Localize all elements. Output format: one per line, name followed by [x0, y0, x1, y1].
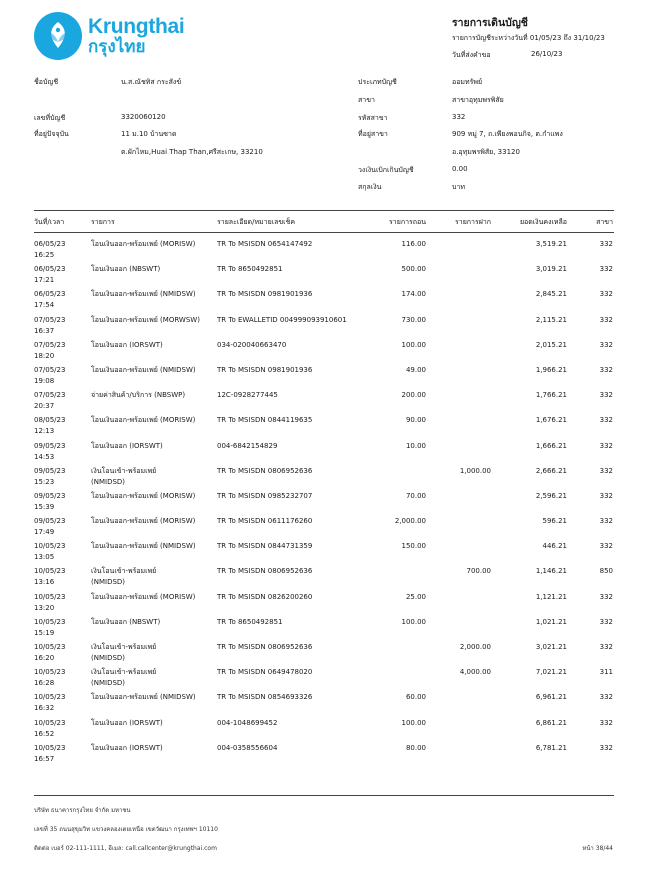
row-desc: โอนเงินออก-พร้อมเพย์ (NMIDSW)	[91, 290, 196, 299]
row-date: 10/05/23 13:05	[34, 542, 66, 562]
row-desc: โอนเงินออก (IORSWT)	[91, 441, 163, 450]
col-branch: สาขา	[596, 218, 613, 226]
row-balance: 6,961.21	[535, 693, 567, 702]
table-row	[34, 239, 614, 264]
branch-label: สาขา	[358, 96, 375, 104]
bank-name-en: Krungthai	[88, 15, 185, 39]
overdraft-label: วงเงินเบิกเกินบัญชี	[358, 166, 414, 174]
row-branch: 311	[599, 668, 613, 677]
period-line	[452, 33, 605, 44]
row-balance: 2,596.21	[535, 491, 567, 500]
branch-code-label: รหัสสาขา	[358, 114, 388, 122]
row-date: 06/05/23 17:54	[34, 290, 66, 310]
row-date: 10/05/23 16:57	[34, 743, 66, 763]
row-detail: 004-6842154829	[217, 441, 278, 450]
address-line1: 11 ม.10 บ้านซาด	[121, 130, 177, 138]
row-desc: โอนเงินออก-พร้อมเพย์ (MORISW)	[91, 517, 196, 526]
row-date: 07/05/23 18:20	[34, 340, 66, 360]
row-withdraw: 116.00	[401, 240, 426, 248]
table-row	[34, 315, 614, 340]
statement-title: รายการเดินบัญชี	[452, 17, 528, 29]
row-detail: TR To 8650492851	[217, 617, 283, 626]
row-detail: 004-0358556604	[217, 743, 278, 752]
period-label: รายการบัญชีระหว่างวันที่	[452, 34, 528, 42]
footer-contact: ติดต่อ เบอร์ 02-111-1111, อีเมล: call.callcenter@krungthai.com	[34, 845, 217, 852]
row-date: 07/05/23 19:08	[34, 365, 66, 385]
row-desc: โอนเงินออก-พร้อมเพย์ (MORISW)	[91, 240, 196, 248]
row-desc: โอนเงินออก-พร้อมเพย์ (MORISW)	[91, 416, 196, 425]
row-detail: 12C-0928277445	[217, 391, 278, 400]
row-balance: 2,666.21	[535, 466, 567, 475]
issue-date-line	[452, 50, 491, 61]
row-balance: 2,845.21	[535, 290, 567, 299]
row-date: 09/05/23 17:49	[34, 517, 66, 537]
row-desc: โอนเงินออก (IORSWT)	[91, 340, 163, 349]
row-branch: 332	[599, 290, 613, 299]
currency-value: บาท	[452, 183, 465, 191]
krungthai-bird-icon	[34, 12, 82, 60]
row-branch: 332	[599, 391, 613, 400]
account-type-label: ประเภทบัญชี	[358, 78, 397, 86]
row-detail: TR To MSISDN 0844119635	[217, 416, 313, 425]
row-balance: 1,766.21	[535, 391, 567, 400]
branch-address-line2: อ.อุทุมพรพิสัย, 33120	[452, 148, 520, 156]
row-branch: 850	[599, 567, 613, 576]
row-withdraw: 100.00	[401, 617, 426, 626]
table-header-rule	[34, 232, 614, 233]
table-row	[34, 743, 614, 768]
col-deposit: รายการฝาก	[455, 218, 491, 226]
row-withdraw: 60.00	[405, 693, 426, 702]
address-label: ที่อยู่ปัจจุบัน	[34, 130, 69, 138]
row-balance: 1,966.21	[535, 365, 567, 374]
row-branch: 332	[599, 466, 613, 475]
row-withdraw: 100.00	[401, 340, 426, 349]
issue-value: 26/10/23	[531, 50, 563, 58]
row-detail: TR To MSISDN 0854693326	[217, 693, 313, 702]
row-date: 10/05/23 16:52	[34, 718, 66, 738]
footer-rule	[34, 795, 614, 796]
overdraft-value: 0.00	[452, 165, 468, 173]
currency-label: สกุลเงิน	[358, 183, 382, 191]
branch-address-line1: 909 หมู่ 7, ถ.เพียงพอนกิจ, ต.กำแพง	[452, 130, 563, 138]
table-row	[34, 415, 614, 440]
page-number: หน้า 38/44	[582, 845, 613, 852]
row-branch: 332	[599, 592, 613, 601]
row-detail: TR To MSISDN 0985232707	[217, 491, 313, 500]
row-branch: 332	[599, 517, 613, 526]
address-line2: ต.ผักไหม,Huai Thap Than,ศรีสะเกษ, 33210	[121, 148, 263, 156]
row-date: 10/05/23 13:20	[34, 592, 66, 612]
row-withdraw: 174.00	[401, 290, 426, 299]
row-desc: โอนเงินออก (NBSWT)	[91, 265, 161, 274]
row-date: 10/05/23 15:19	[34, 617, 66, 637]
row-desc: เงินโอนเข้า-พร้อมเพย์ (NMIDSD)	[91, 668, 157, 688]
row-desc: เงินโอนเข้า-พร้อมเพย์ (NMIDSD)	[91, 567, 157, 587]
table-row	[34, 289, 614, 314]
row-balance: 596.21	[542, 517, 567, 526]
account-name-value: น.ส.ณัชทิส กระสังข์	[121, 78, 182, 86]
table-row	[34, 617, 614, 642]
row-branch: 332	[599, 441, 613, 450]
row-detail: TR To MSISDN 0844731359	[217, 542, 313, 551]
col-date: วันที่/เวลา	[34, 218, 65, 226]
row-branch: 332	[599, 265, 613, 274]
row-balance: 1,146.21	[535, 567, 567, 576]
row-date: 09/05/23 15:23	[34, 466, 66, 486]
table-row	[34, 365, 614, 390]
row-balance: 7,021.21	[535, 668, 567, 677]
row-detail: TR To MSISDN 0806952636	[217, 466, 313, 475]
account-number-value: 3320060120	[121, 113, 166, 121]
footer-company: บริษัท ธนาคารกรุงไทย จำกัด มหาชน	[34, 807, 131, 814]
row-desc: เงินโอนเข้า-พร้อมเพย์ (NMIDSD)	[91, 466, 157, 486]
row-date: 10/05/23 13:16	[34, 567, 66, 587]
row-deposit: 4,000.00	[459, 668, 491, 677]
row-branch: 332	[599, 743, 613, 752]
row-withdraw: 25.00	[405, 592, 426, 601]
row-desc: โอนเงินออก-พร้อมเพย์ (MORISW)	[91, 491, 196, 500]
row-balance: 6,781.21	[535, 743, 567, 752]
row-branch: 332	[599, 617, 613, 626]
row-date: 07/05/23 20:37	[34, 391, 66, 411]
row-balance: 2,015.21	[535, 340, 567, 349]
table-row	[34, 441, 614, 466]
table-row	[34, 642, 614, 667]
table-top-rule	[34, 210, 614, 211]
row-desc: โอนเงินออก (IORSWT)	[91, 718, 163, 727]
row-deposit: 2,000.00	[459, 643, 491, 651]
row-balance: 3,019.21	[535, 265, 567, 274]
col-desc: รายการ	[91, 218, 115, 226]
row-detail: TR To MSISDN 0654147492	[217, 240, 313, 248]
row-balance: 1,021.21	[535, 617, 567, 626]
row-desc: โอนเงินออก-พร้อมเพย์ (MORISW)	[91, 592, 196, 601]
row-branch: 332	[599, 240, 613, 248]
row-branch: 332	[599, 542, 613, 551]
row-detail: TR To MSISDN 0981901936	[217, 365, 313, 374]
table-row	[34, 667, 614, 692]
row-detail: TR To MSISDN 0981901936	[217, 290, 313, 299]
row-desc: โอนเงินออก-พร้อมเพย์ (NMIDSW)	[91, 365, 196, 374]
row-withdraw: 2,000.00	[394, 517, 426, 526]
table-row	[34, 541, 614, 566]
row-date: 06/05/23 16:25	[34, 240, 66, 259]
row-desc: โอนเงินออก-พร้อมเพย์ (NMIDSW)	[91, 693, 196, 702]
col-withdraw: รายการถอน	[389, 218, 426, 226]
branch-address-label: ที่อยู่สาขา	[358, 130, 388, 138]
table-row	[34, 340, 614, 365]
row-branch: 332	[599, 693, 613, 702]
row-branch: 332	[599, 315, 613, 324]
row-desc: โอนเงินออก (NBSWT)	[91, 617, 161, 626]
row-desc: โอนเงินออก (IORSWT)	[91, 743, 163, 752]
row-detail: TR To EWALLETID 004999093910601	[217, 315, 347, 324]
branch-value: สาขาอุทุมพรพิสัย	[452, 96, 504, 104]
row-withdraw: 70.00	[405, 491, 426, 500]
row-branch: 332	[599, 416, 613, 425]
row-date: 10/05/23 16:32	[34, 693, 66, 713]
footer-address: เลขที่ 35 ถนนสุขุมวิท แขวงคลองเตยเหนือ เขตวัฒนา กรุงเทพฯ 10110	[34, 826, 218, 833]
row-date: 09/05/23 14:53	[34, 441, 66, 461]
row-balance: 2,115.21	[535, 315, 567, 324]
row-balance: 3,021.21	[535, 643, 567, 651]
row-desc: โอนเงินออก-พร้อมเพย์ (NMIDSW)	[91, 542, 196, 551]
table-row	[34, 692, 614, 717]
bank-logo	[34, 12, 184, 60]
row-balance: 446.21	[542, 542, 567, 551]
table-row	[34, 592, 614, 617]
col-detail: รายละเอียด/หมายเลขเช็ค	[217, 218, 295, 226]
row-date: 10/05/23 16:28	[34, 668, 66, 688]
table-row	[34, 718, 614, 743]
row-desc: โอนเงินออก-พร้อมเพย์ (MORWSW)	[91, 315, 200, 324]
row-detail: TR To MSISDN 0826200260	[217, 592, 313, 601]
row-withdraw: 730.00	[401, 315, 426, 324]
row-date: 07/05/23 16:37	[34, 315, 66, 335]
row-withdraw: 500.00	[401, 265, 426, 274]
bank-name-th: กรุงไทย	[88, 37, 146, 57]
row-withdraw: 90.00	[405, 416, 426, 425]
row-balance: 3,519.21	[535, 240, 567, 248]
account-number-label: เลขที่บัญชี	[34, 114, 66, 122]
table-row	[34, 491, 614, 516]
row-deposit: 1,000.00	[459, 466, 491, 475]
row-withdraw: 80.00	[405, 743, 426, 752]
row-date: 06/05/23 17:21	[34, 265, 66, 285]
row-detail: 004-1048699452	[217, 718, 278, 727]
row-date: 08/05/23 12:13	[34, 416, 66, 436]
row-branch: 332	[599, 365, 613, 374]
table-row	[34, 566, 614, 591]
row-detail: 034-020040663470	[217, 340, 287, 349]
row-date: 10/05/23 16:20	[34, 643, 66, 662]
row-withdraw: 49.00	[405, 365, 426, 374]
row-detail: TR To MSISDN 0806952636	[217, 643, 313, 651]
table-row	[34, 390, 614, 415]
row-detail: TR To MSISDN 0806952636	[217, 567, 313, 576]
row-withdraw: 150.00	[401, 542, 426, 551]
issue-label: วันที่ส่งคำขอ	[452, 51, 491, 59]
branch-code-value: 332	[452, 113, 466, 121]
row-desc: จ่ายค่าสินค้า/บริการ (NBSWP)	[91, 391, 186, 400]
row-balance: 1,121.21	[535, 592, 567, 601]
row-balance: 1,676.21	[535, 416, 567, 425]
row-branch: 332	[599, 643, 613, 651]
transaction-table	[34, 239, 614, 768]
row-deposit: 700.00	[466, 567, 491, 576]
row-branch: 332	[599, 340, 613, 349]
row-withdraw: 200.00	[401, 391, 426, 400]
row-withdraw: 10.00	[405, 441, 426, 450]
col-balance: ยอดเงินคงเหลือ	[519, 218, 567, 226]
table-row	[34, 516, 614, 541]
account-type-value: ออมทรัพย์	[452, 78, 483, 86]
row-detail: TR To MSISDN 0611176260	[217, 517, 313, 526]
row-balance: 1,666.21	[535, 441, 567, 450]
account-name-label: ชื่อบัญชี	[34, 78, 59, 86]
row-balance: 6,861.21	[535, 718, 567, 727]
row-branch: 332	[599, 718, 613, 727]
row-date: 09/05/23 15:39	[34, 491, 66, 511]
row-detail: TR To MSISDN 0649478020	[217, 668, 313, 677]
table-row	[34, 264, 614, 289]
row-detail: TR To 8650492851	[217, 265, 283, 274]
table-header	[34, 217, 614, 233]
row-desc: เงินโอนเข้า-พร้อมเพย์ (NMIDSD)	[91, 643, 157, 662]
row-branch: 332	[599, 491, 613, 500]
row-withdraw: 100.00	[401, 718, 426, 727]
table-row	[34, 466, 614, 491]
period-value: 01/05/23 ถึง 31/10/23	[529, 34, 605, 42]
